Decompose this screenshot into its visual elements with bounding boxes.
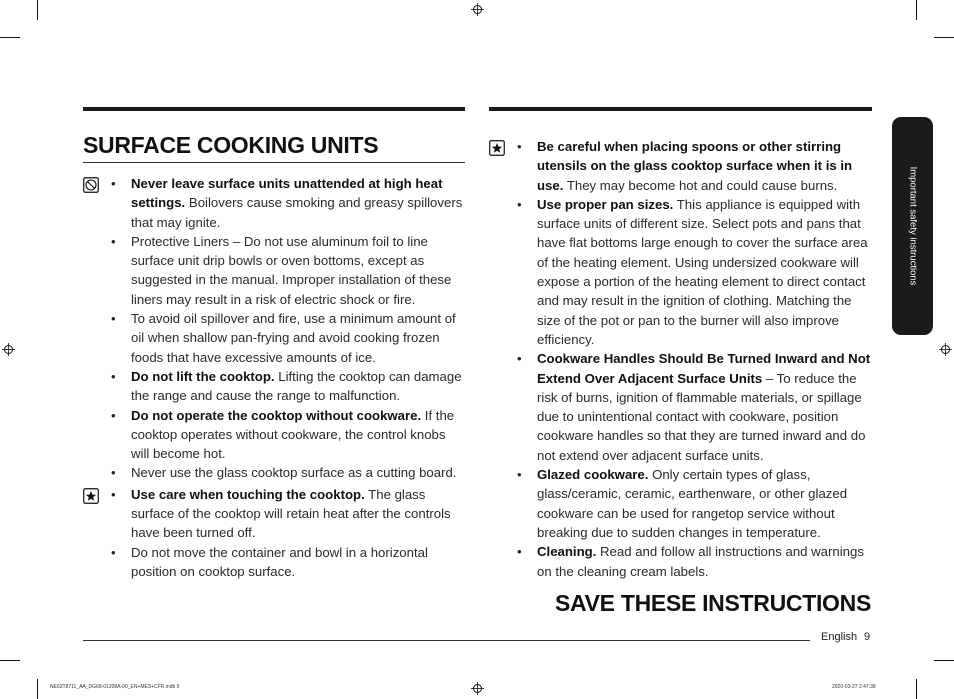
- star-icon: [83, 488, 99, 504]
- list-item: • Never use the glass cooktop surface as a cutting board.: [131, 463, 465, 482]
- bullet-list: [131, 485, 465, 581]
- print-timestamp: 2020-03-27 2:47:38: [832, 684, 876, 690]
- top-rule: [83, 107, 465, 111]
- caution-block: [83, 485, 465, 581]
- star-icon: [489, 140, 505, 156]
- crop-mark: [0, 660, 20, 661]
- section-tab: [892, 117, 933, 335]
- warning-block: [83, 174, 465, 483]
- prohibited-icon: [83, 177, 99, 193]
- registration-mark-icon: [471, 3, 484, 16]
- right-column: [489, 107, 872, 581]
- section-tab-label: Important safety instructions: [907, 166, 918, 286]
- bullet-list: [131, 174, 465, 483]
- list-item: • Use care when touching the cooktop. The glass surface of the cooktop will retain heat after the controls have been turned off.: [131, 485, 465, 543]
- bullet-list: [537, 137, 872, 581]
- top-rule: [489, 107, 872, 111]
- list-item: • Do not operate the cooktop without cookware. If the cooktop operates without cookware, the control knobs will become hot.: [131, 406, 465, 464]
- registration-mark-icon: [939, 343, 952, 356]
- list-item: • Cleaning. Read and follow all instructions and warnings on the cleaning cream labels.: [537, 542, 872, 581]
- footer-language: English: [821, 631, 858, 643]
- print-slug: NE63T8711_AA_DG68-01208A-00_EN+MES+CFR.indb 9: [50, 684, 180, 690]
- registration-mark-icon: [2, 343, 15, 356]
- list-item: • Do not move the container and bowl in a horizontal position on cooktop surface.: [131, 543, 465, 582]
- section-title: SURFACE COOKING UNITS: [83, 132, 379, 158]
- crop-mark: [934, 660, 954, 661]
- list-item: • Do not lift the cooktop. Lifting the cooktop can damage the range and cause the range to malfunction.: [131, 367, 465, 406]
- crop-mark: [934, 37, 954, 38]
- list-item: • Protective Liners – Do not use aluminum foil to line surface unit drip bowls or oven bottoms, except as suggested in the manual. Improper installation of these liners may result in a risk of electric shock or fire.: [131, 232, 465, 309]
- crop-mark: [37, 679, 38, 699]
- list-item: • Be careful when placing spoons or other stirring utensils on the glass cooktop surface when it is in use. They may become hot and could cause burns.: [537, 137, 872, 195]
- list-item: • To avoid oil spillover and fire, use a minimum amount of oil when shallow pan-frying and avoid cooking frozen foods that have excessive amounts of ice.: [131, 309, 465, 367]
- crop-mark: [916, 679, 917, 699]
- page-number: 9: [864, 631, 871, 643]
- save-instructions-title: SAVE THESE INSTRUCTIONS: [555, 590, 871, 616]
- footer-rule: [83, 640, 810, 641]
- caution-block: [489, 137, 872, 581]
- left-column: [83, 107, 465, 581]
- registration-mark-icon: [471, 682, 484, 695]
- title-rule: [83, 162, 465, 163]
- crop-mark: [0, 37, 20, 38]
- list-item: • Never leave surface units unattended at high heat settings. Boilovers cause smoking and greasy spillovers that may ignite.: [131, 174, 465, 232]
- list-item: • Glazed cookware. Only certain types of glass, glass/ceramic, ceramic, earthenware, or other glazed cookware can be used for rangetop service without breaking due to sudden changes in temperature.: [537, 465, 872, 542]
- crop-mark: [916, 0, 917, 20]
- list-item: • Use proper pan sizes. This appliance is equipped with surface units of different size. Select pots and pans that have flat bottoms large enough to cover the surface area of the heating element. Using undersized cookware will expose a portion of the heating element to direct contact and may result in the ignition of clothing. Matching the size of the pot or pan to the burner will also improve efficiency.: [537, 195, 872, 349]
- list-item: • Cookware Handles Should Be Turned Inward and Not Extend Over Adjacent Surface Units – To reduce the risk of burns, ignition of flammable materials, or spillage due to unintentional contact with cookware, position cookware handles so that they are turned inward and do not extend over adjacent surface units.: [537, 349, 872, 465]
- crop-mark: [37, 0, 38, 20]
